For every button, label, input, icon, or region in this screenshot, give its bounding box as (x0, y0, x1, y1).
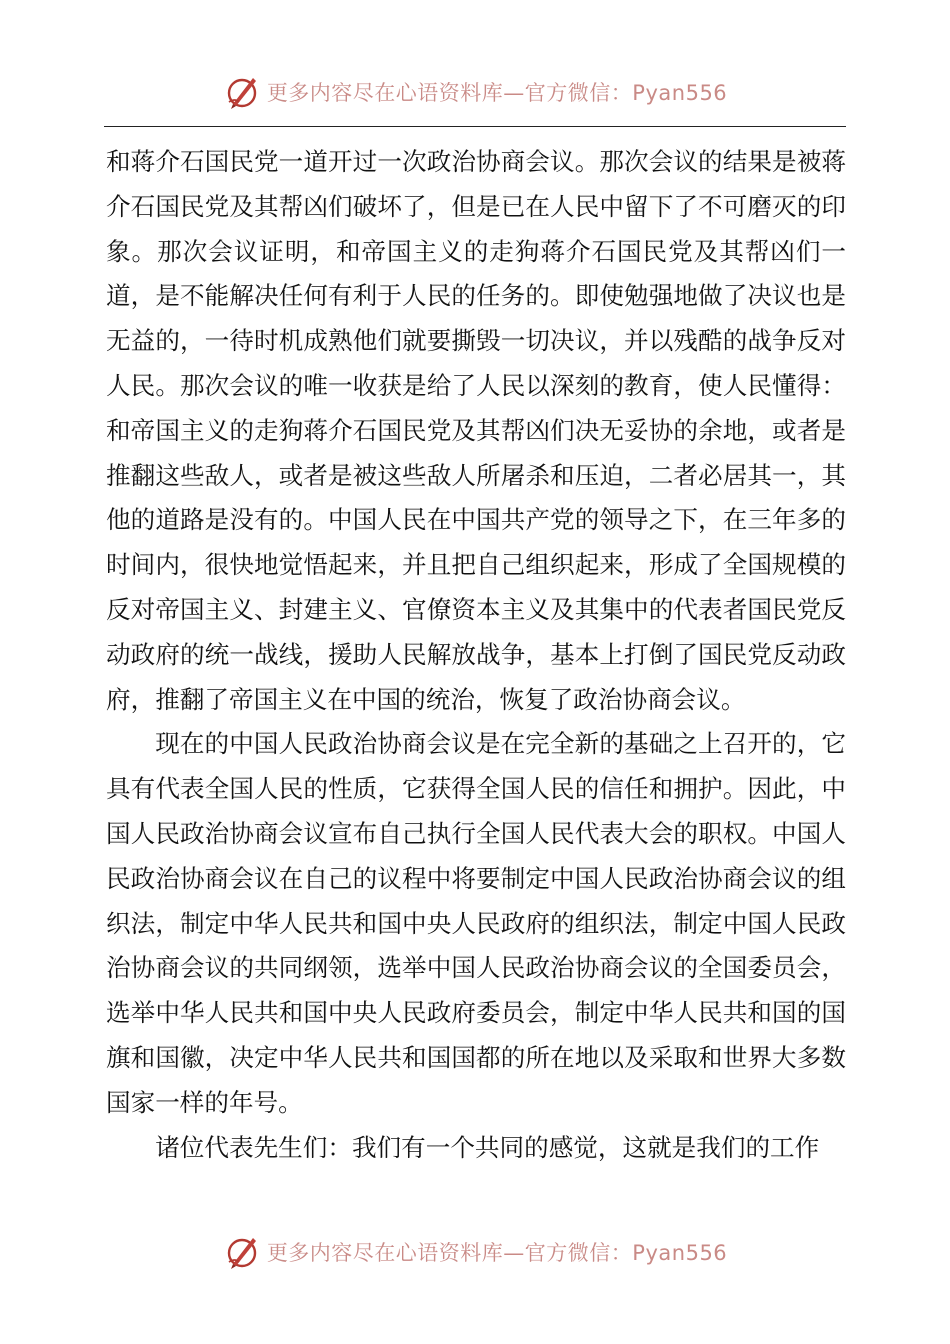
pen-logo-icon (223, 72, 263, 112)
watermark-footer (0, 1232, 950, 1272)
header-divider (104, 126, 846, 127)
paragraph: 现在的中国人民政治协商会议是在完全新的基础之上召开的，它具有代表全国人民的性质，它获得全国人民的信任和拥护。因此，中国人民政治协商会议宣布自己执行全国人民代表大会的职权。中国人民政治协商会议在自己的议程中将要制定中国人民政治协商会议的组织法，制定中华人民共和国中央人民政府的组织法，制定中国人民政治协商会议的共同纲领，选举中国人民政治协商会议的全国委员会，选举中华人民共和国中央人民政府委员会，制定中华人民共和国的国旗和国徽，决定中华人民共和国国都的所在地以及采取和世界大多数国家一样的年号。 (106, 729, 846, 1117)
document-body (106, 140, 846, 1170)
pen-logo-icon (223, 1232, 263, 1272)
watermark-header (0, 72, 950, 112)
watermark-text: 更多内容尽在心语资料库—官方微信：Pyan556 (266, 81, 728, 105)
paragraph: 诸位代表先生们：我们有一个共同的感觉，这就是我们的工作 (155, 1132, 820, 1162)
paragraph: 和蒋介石国民党一道开过一次政治协商会议。那次会议的结果是被蒋介石国民党及其帮凶们破坏了，但是已在人民中留下了不可磨灭的印象。那次会议证明，和帝国主义的走狗蒋介石国民党及其帮凶们一道，是不能解决任何有利于人民的任务的。即使勉强地做了决议也是无益的，一待时机成熟他们就要撕毁一切决议，并以残酷的战争反对人民。那次会议的唯一收获是给了人民以深刻的教育，使人民懂得：和帝国主义的走狗蒋介石国民党及其帮凶们决无妥协的余地，或者是推翻这些敌人，或者是被这些敌人所屠杀和压迫，二者必居其一，其他的道路是没有的。中国人民在中国共产党的领导之下，在三年多的时间内，很快地觉悟起来，并且把自己组织起来，形成了全国规模的反对帝国主义、封建主义、官僚资本主义及其集中的代表者国民党反动政府的统一战线，援助人民解放战争，基本上打倒了国民党反动政府，推翻了帝国主义在中国的统治，恢复了政治协商会议。 (106, 147, 846, 714)
watermark-text: 更多内容尽在心语资料库—官方微信：Pyan556 (266, 1241, 728, 1265)
